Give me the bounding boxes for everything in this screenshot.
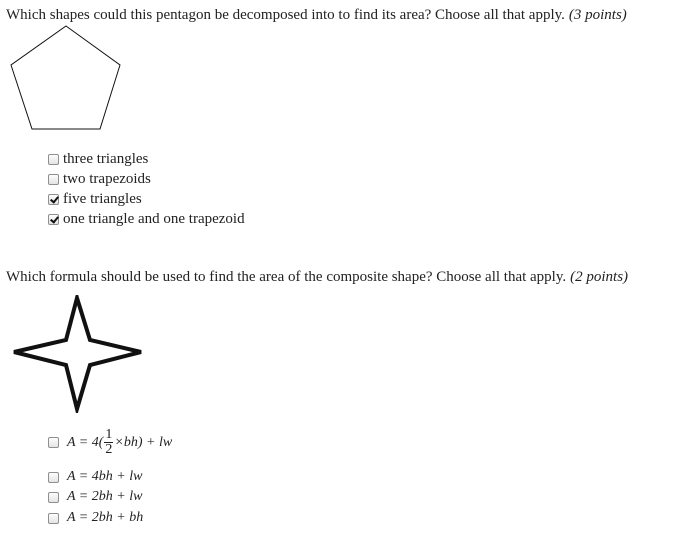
q1-option-label: one triangle and one trapezoid	[63, 211, 245, 227]
question-2-text: Which formula should be used to find the area of the composite shape? Choose all that apply.	[6, 269, 567, 285]
q1-option-triangle-and-trapezoid[interactable]	[48, 210, 245, 228]
q1-checkbox-1[interactable]	[48, 154, 59, 165]
question-2-points: (2 points)	[570, 269, 629, 285]
q2-option-4[interactable]	[48, 509, 143, 527]
formula-1-suffix: ×bh) + lw	[114, 434, 173, 450]
q1-option-three-triangles[interactable]	[48, 150, 148, 168]
star-shape	[14, 298, 141, 409]
formula-1-prefix: A = 4(	[67, 434, 104, 450]
question-1-text: Which shapes could this pentagon be decomposed into to find its area? Choose all that apply.	[6, 7, 565, 23]
q2-checkbox-2[interactable]	[48, 472, 59, 483]
q2-option-3[interactable]	[48, 488, 142, 506]
pentagon-shape	[11, 26, 120, 129]
fraction-denominator: 2	[105, 442, 113, 457]
q1-option-label: five triangles	[63, 191, 142, 207]
q1-option-five-triangles[interactable]	[48, 190, 142, 208]
q1-option-two-trapezoids[interactable]	[48, 170, 151, 188]
question-2-prompt	[6, 268, 628, 286]
q2-option-1[interactable]	[48, 428, 172, 457]
q1-checkbox-2[interactable]	[48, 174, 59, 185]
q2-checkbox-4[interactable]	[48, 513, 59, 524]
q1-checkbox-3[interactable]	[48, 194, 59, 205]
q2-formula-1	[67, 428, 172, 457]
four-point-star-figure	[10, 295, 144, 413]
q1-checkbox-4[interactable]	[48, 214, 59, 225]
q2-checkbox-3[interactable]	[48, 492, 59, 503]
fraction	[104, 428, 113, 457]
question-1-prompt	[6, 6, 627, 24]
q2-formula-4: A = 2bh + bh	[67, 510, 144, 525]
q2-formula-2: A = 4bh + lw	[67, 469, 143, 484]
pentagon-figure	[8, 24, 128, 134]
question-1-points: (3 points)	[568, 7, 627, 23]
q1-option-label: three triangles	[63, 151, 149, 167]
q2-option-2[interactable]	[48, 468, 142, 486]
q1-option-label: two trapezoids	[63, 171, 151, 187]
q2-checkbox-1[interactable]	[48, 437, 59, 448]
q2-formula-3: A = 2bh + lw	[67, 489, 143, 504]
fraction-numerator: 1	[105, 427, 113, 442]
